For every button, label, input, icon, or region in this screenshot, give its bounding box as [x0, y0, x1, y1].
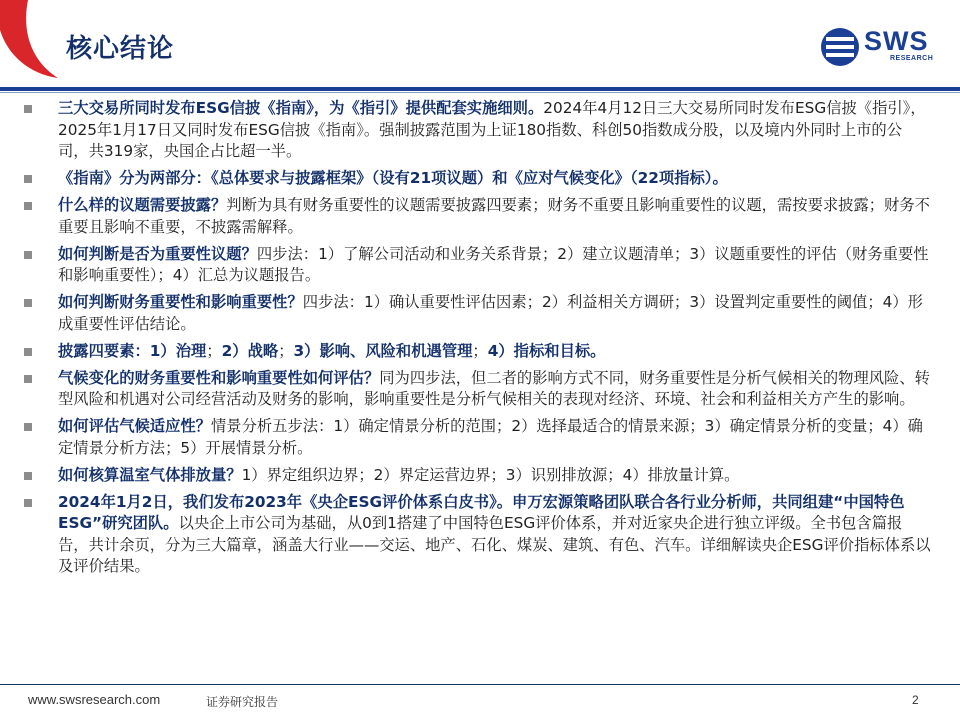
- list-item: [20, 465, 932, 487]
- sws-research-logo: [820, 24, 942, 70]
- logo-subtext: RESEARCH: [890, 55, 934, 62]
- list-item: [20, 168, 932, 190]
- square-bullet-icon: [24, 472, 32, 480]
- bullet-heading: 什么样的议题需要披露？: [58, 196, 227, 214]
- bullet-text: 四步法：1）了解公司活动和业务关系背景；2）建立议题清单；3）议题重要性的评估（财务重要性和影响重要性）；4）汇总为议题报告。: [58, 244, 929, 284]
- bullet-separator: ；: [472, 341, 488, 360]
- bullet-text: 判断为具有财务重要性的议题需要披露四要素；财务不重要且影响重要性的议题，需按要求披露；财务不重要且影响不重要，不披露需解释。: [58, 196, 930, 236]
- bullet-heading: 如何判断财务重要性和影响重要性？: [58, 293, 303, 311]
- bullet-heading: 气候变化的财务重要性和影响重要性如何评估？: [58, 368, 380, 387]
- square-bullet-icon: [24, 375, 32, 383]
- bullet-text: 同为四步法，但二者的影响方式不同，财务重要性是分析气候相关的物理风险、转型风险和机遇对公司经营活动及财务的影响，影响重要性是分析气候相关的表现对经济、环境、社会和利益相关方产生的影响。: [58, 368, 930, 408]
- bullet-heading: 三大交易所同时发布ESG信披《指南》，为《指引》提供配套实施细则。: [58, 99, 544, 117]
- bullet-text: 四步法：1）确认重要性评估因素；2）利益相关方调研；3）设置判定重要性的阈值；4）形成重要性评估结论。: [58, 293, 923, 333]
- page-number: 2: [912, 693, 919, 707]
- footer-divider: [0, 684, 960, 685]
- square-bullet-icon: [24, 423, 32, 431]
- list-item: [20, 195, 932, 238]
- list-item: [20, 98, 932, 163]
- bullet-heading-3: 3）影响、风险和机遇管理: [293, 341, 473, 360]
- list-item: [20, 244, 932, 287]
- square-bullet-icon: [24, 299, 32, 307]
- list-item: [20, 292, 932, 335]
- bullet-heading-2: 2）战略: [221, 341, 279, 360]
- square-bullet-icon: [24, 175, 32, 183]
- bullet-heading: 如何核算温室气体排放量？: [58, 465, 242, 484]
- bullet-heading: 如何判断是否为重要性议题？: [58, 244, 257, 263]
- footer-website-link[interactable]: www.swsresearch.com: [28, 692, 161, 707]
- page-title: 核心结论: [66, 34, 175, 64]
- bullet-separator: ；: [278, 341, 294, 360]
- bullet-text: 以央企上市公司为基础，从0到1搭建了中国特色ESG评价体系，并对近家央企进行独立评级。全书包含篇报告，共计余页，分为三大篇章，涵盖大行业——交运、地产、石化、煤炭、建筑、有色、汽车。详细解读央企ESG评价指标体系以及评价结果。: [58, 514, 931, 575]
- red-corner-swoosh: [0, 0, 60, 90]
- logo-wordmark: SWS: [864, 26, 929, 56]
- square-bullet-icon: [24, 499, 32, 507]
- list-item: [20, 492, 932, 578]
- bullet-text: 情景分析五步法：1）确定情景分析的范围；2）选择最适合的情景来源；3）确定情景分析的变量；4）确定情景分析方法；5）开展情景分析。: [58, 417, 923, 457]
- header-divider: [0, 87, 960, 91]
- bullet-separator: ；: [206, 341, 222, 360]
- bullet-text: 2024年4月12日三大交易所同时发布ESG信披《指引》，2025年1月17日又同时发布ESG信披《指南》。强制披露范围为上证180指数、科创50指数成分股，以及境内外同时上市的公司，共319家，央国企占比超一半。: [58, 99, 926, 160]
- footer-label: 证券研究报告: [206, 695, 279, 709]
- square-bullet-icon: [24, 251, 32, 259]
- bullet-heading: 披露四要素：1）治理: [58, 341, 207, 360]
- list-item: [20, 368, 932, 411]
- square-bullet-icon: [24, 348, 32, 356]
- conclusion-list: [20, 98, 932, 583]
- square-bullet-icon: [24, 202, 32, 210]
- bullet-heading: 《指南》分为两部分：《总体要求与披露框架》（设有21项议题）和《应对气候变化》（22项指标）。: [58, 169, 728, 187]
- list-item: [20, 341, 932, 363]
- header-divider-thin: [0, 92, 960, 93]
- bullet-heading: 2024年1月2日，我们发布2023年《央企ESG评价体系白皮书》。申万宏源策略团队联合各行业分析师，共同组建“中国特色ESG”研究团队。: [58, 492, 905, 532]
- list-item: [20, 416, 932, 459]
- bullet-heading: 如何评估气候适应性？: [58, 417, 211, 435]
- bullet-text: 1）界定组织边界；2）界定运营边界；3）识别排放源；4）排放量计算。: [241, 465, 740, 484]
- sws-logo-icon: [820, 25, 860, 69]
- bullet-heading-4: 4）指标和目标。: [487, 341, 606, 360]
- square-bullet-icon: [24, 105, 32, 113]
